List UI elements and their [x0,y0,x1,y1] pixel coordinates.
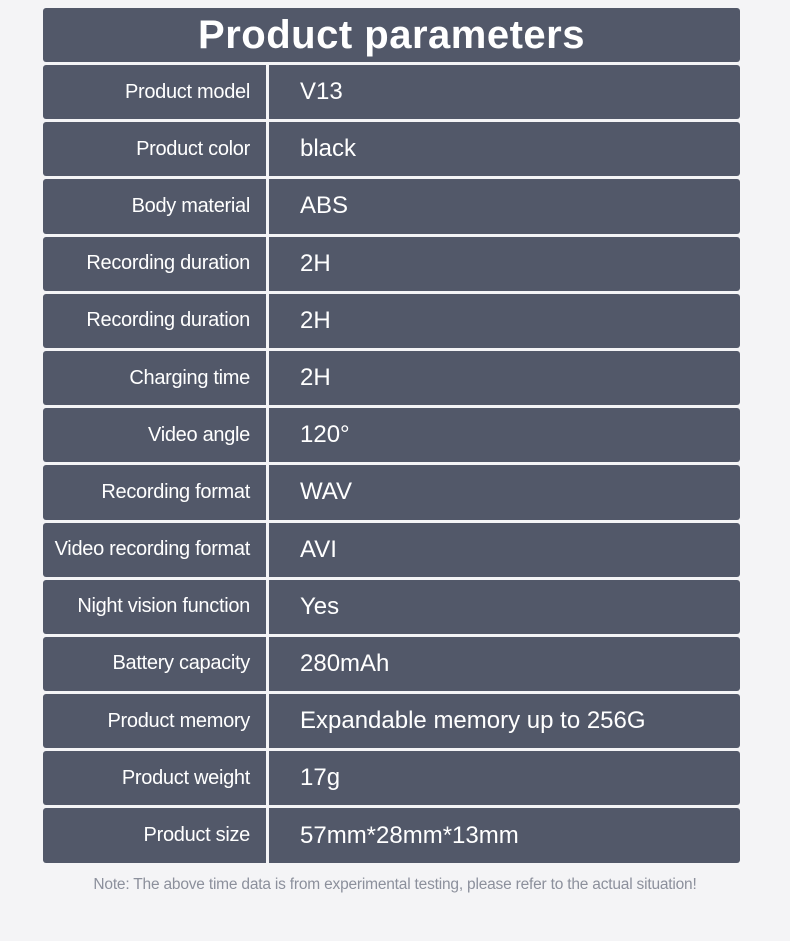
row-value: WAV [269,465,740,519]
table-row [43,751,740,805]
row-label: Body material [43,179,266,233]
row-label: Product model [43,65,266,119]
row-label: Video angle [43,408,266,462]
table-row [43,351,740,405]
row-value: 2H [269,351,740,405]
row-value: V13 [269,65,740,119]
table-row [43,122,740,176]
row-value: AVI [269,523,740,577]
row-label: Video recording format [43,523,266,577]
row-value: 120° [269,408,740,462]
row-value: 2H [269,294,740,348]
row-value: 17g [269,751,740,805]
table-row [43,408,740,462]
row-value: ABS [269,179,740,233]
row-value: Expandable memory up to 256G [269,694,740,748]
table-row [43,637,740,691]
table-row [43,808,740,862]
table-title: Product parameters [43,8,740,62]
table-row [43,465,740,519]
row-value: 2H [269,237,740,291]
row-value: Yes [269,580,740,634]
row-label: Recording duration [43,237,266,291]
table-row [43,523,740,577]
row-label: Product color [43,122,266,176]
parameters-table [43,8,740,866]
row-label: Product size [43,808,266,862]
table-row [43,694,740,748]
row-label: Charging time [43,351,266,405]
table-row [43,294,740,348]
row-value: black [269,122,740,176]
table-row [43,237,740,291]
row-label: Battery capacity [43,637,266,691]
table-row [43,65,740,119]
row-label: Recording format [43,465,266,519]
row-label: Recording duration [43,294,266,348]
row-label: Product weight [43,751,266,805]
parameter-rows [43,65,740,863]
footnote: Note: The above time data is from experimental testing, please refer to the actual situation! [93,876,697,893]
row-value: 57mm*28mm*13mm [269,808,740,862]
row-label: Night vision function [43,580,266,634]
table-row [43,580,740,634]
table-row [43,179,740,233]
row-label: Product memory [43,694,266,748]
row-value: 280mAh [269,637,740,691]
